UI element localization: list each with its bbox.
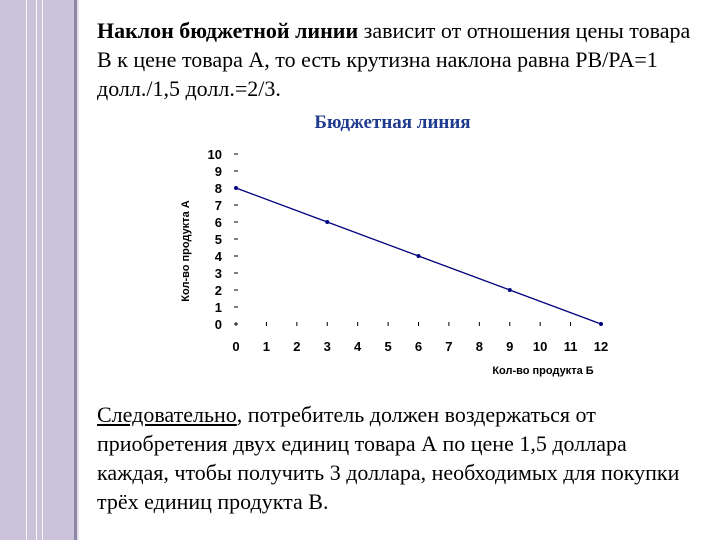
x-tick-label: 4 xyxy=(354,339,362,354)
y-tick-label: 8 xyxy=(214,181,222,196)
conclusion-underlined-word: Следовательно xyxy=(97,402,237,427)
x-tick-label: 0 xyxy=(232,339,240,354)
x-tick-label: 3 xyxy=(323,339,331,354)
y-tick-label: 4 xyxy=(214,249,222,264)
y-tick-label: 10 xyxy=(207,147,222,162)
chart-series xyxy=(234,186,603,326)
conclusion-paragraph xyxy=(97,400,702,516)
y-tick-label: 3 xyxy=(214,266,222,281)
x-tick-label: 11 xyxy=(563,339,578,354)
x-tick-label: 9 xyxy=(506,339,514,354)
data-point xyxy=(508,288,512,292)
x-tick-label: 2 xyxy=(293,339,301,354)
x-tick-label: 1 xyxy=(262,339,271,354)
intro-rest: зависит от отношения цены товара В к цене товара А, то есть крутизна наклона равна PB/PA=1 долл./1,5 долл.=2/3. xyxy=(97,18,691,101)
y-tick-label: 0 xyxy=(214,317,222,332)
data-point xyxy=(599,322,603,326)
x-tick-label: 6 xyxy=(414,339,423,354)
y-tick-label: 2 xyxy=(214,283,222,298)
y-axis-label: Кол-во продукта А xyxy=(180,200,192,302)
x-tick-label: 10 xyxy=(532,339,548,354)
x-axis-label: Кол-во продукта Б xyxy=(492,365,594,377)
data-point xyxy=(417,254,421,258)
intro-bold-phrase: Наклон бюджетной линии xyxy=(97,18,359,43)
y-tick-label: 7 xyxy=(214,198,222,213)
x-tick-label: 7 xyxy=(445,339,453,354)
data-point xyxy=(234,186,238,190)
x-tick-label: 8 xyxy=(475,339,483,354)
y-tick-label: 9 xyxy=(214,164,222,179)
x-tick-label: 5 xyxy=(384,339,392,354)
conclusion-rest: , потребитель должен воздержаться от приобретения двух единиц товара А по цене 1,5 доллара каждая, чтобы получить 3 доллара, необходимых для покупки трёх единиц продукта В. xyxy=(97,402,680,514)
chart-ticks xyxy=(208,147,609,354)
chart-title: Бюджетная линия xyxy=(314,112,471,133)
data-point xyxy=(325,220,329,224)
y-tick-label: 1 xyxy=(214,300,222,315)
y-tick-label: 5 xyxy=(214,232,222,247)
y-tick-label: 6 xyxy=(214,215,222,230)
x-tick-label: 12 xyxy=(593,339,609,354)
